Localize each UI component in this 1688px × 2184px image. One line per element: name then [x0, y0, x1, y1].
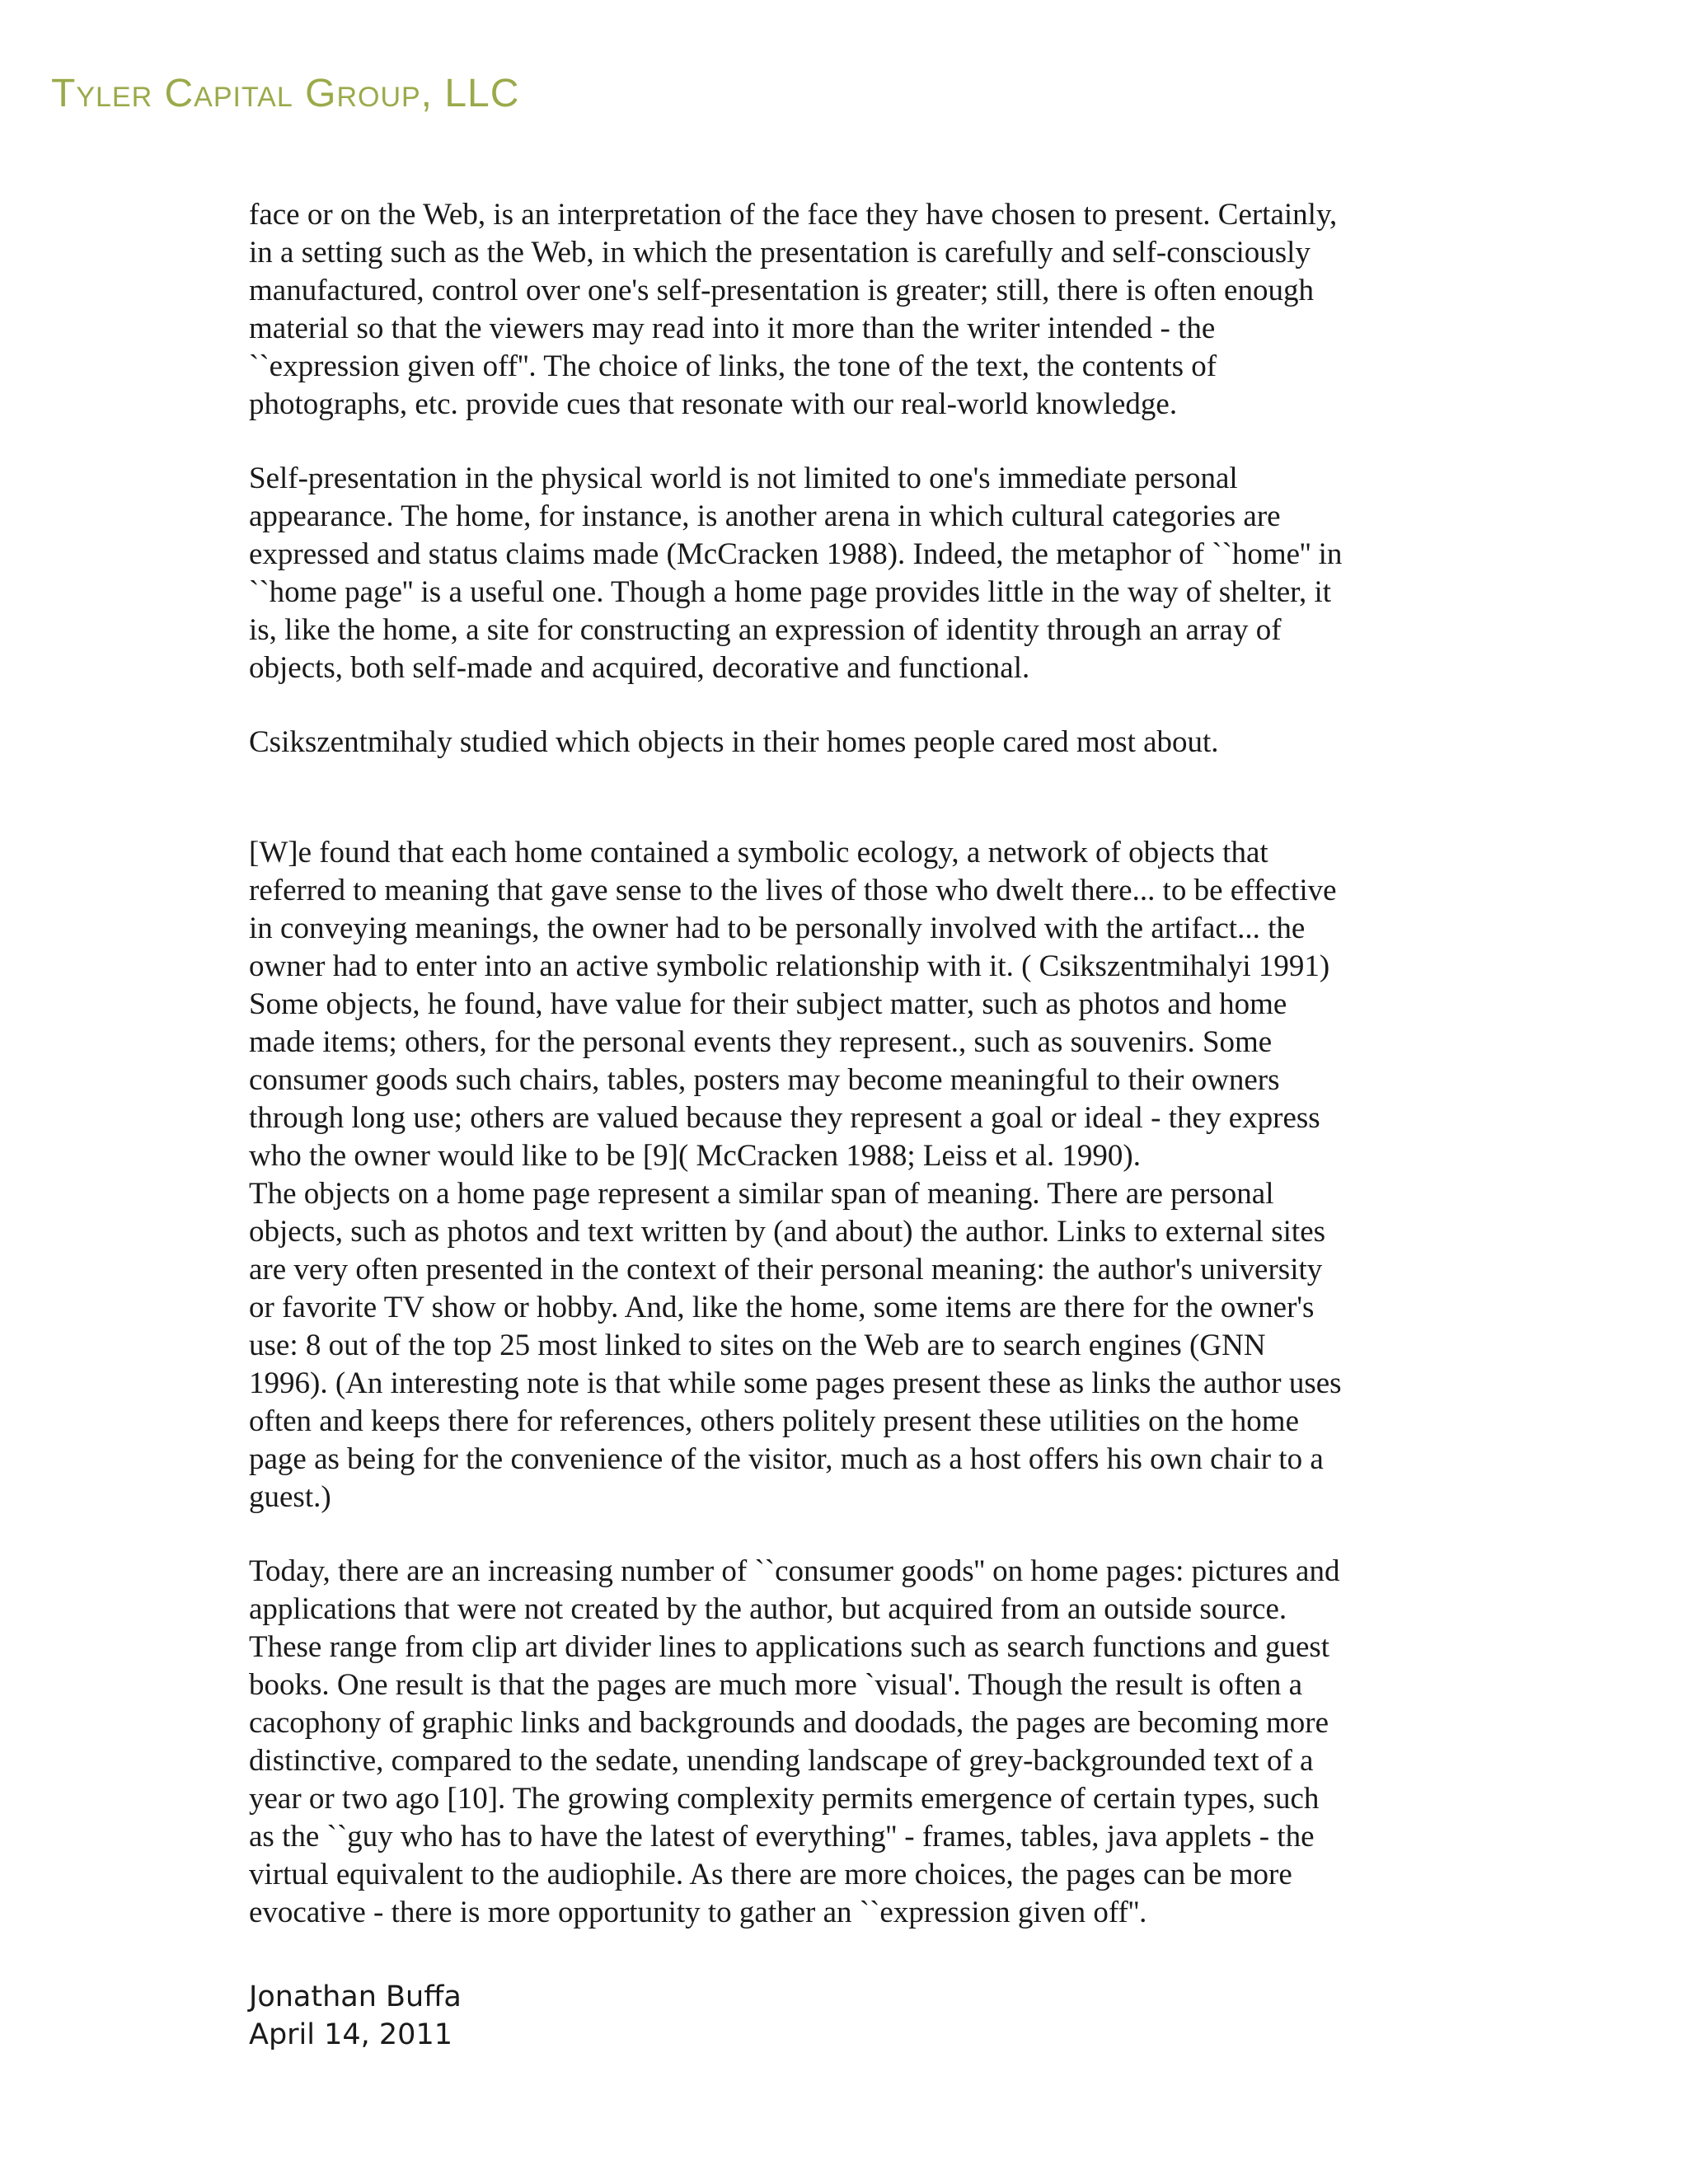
author-name: Jonathan Buffa — [249, 1980, 462, 2013]
text-line: photographs, etc. provide cues that resonate with our real-world knowledge. — [249, 387, 1178, 421]
text-line: books. One result is that the pages are much more `visual'. Though the result is often a — [249, 1668, 1303, 1702]
text-line: who the owner would like to be [9]( McCracken 1988; Leiss et al. 1990). — [249, 1139, 1141, 1173]
text-line: owner had to enter into an active symbolic relationship with it. ( Csikszentmihalyi 1991) — [249, 949, 1330, 983]
text-line: are very often presented in the context of their personal meaning: the author's university — [249, 1253, 1323, 1286]
text-line: virtual equivalent to the audiophile. As there are more choices, the pages can be more — [249, 1858, 1292, 1891]
paragraph-spacer — [249, 762, 1465, 834]
text-line: page as being for the convenience of the visitor, much as a host offers his own chair to a — [249, 1442, 1324, 1476]
company-name-header: Tyler Capital Group, LLC — [51, 72, 520, 115]
paragraph — [249, 724, 1465, 762]
text-line: consumer goods such chairs, tables, posters may become meaningful to their owners — [249, 1063, 1280, 1097]
paragraph-spacer — [249, 1516, 1465, 1553]
signature-date: April 14, 2011 — [249, 2018, 452, 2051]
text-line: in a setting such as the Web, in which the presentation is carefully and self-consciously — [249, 236, 1311, 269]
text-line: face or on the Web, is an interpretation of the face they have chosen to present. Certainly, — [249, 198, 1338, 232]
text-line: evocative - there is more opportunity to gather an ``expression given off''. — [249, 1896, 1147, 1929]
text-line: These range from clip art divider lines to applications such as search functions and guest — [249, 1630, 1330, 1664]
paragraph — [249, 196, 1465, 424]
text-line: Today, there are an increasing number of ``consumer goods'' on home pages: pictures and — [249, 1554, 1340, 1588]
paragraph-spacer — [249, 687, 1465, 724]
text-line: expressed and status claims made (McCracken 1988). Indeed, the metaphor of ``home'' in — [249, 537, 1343, 571]
text-line: as the ``guy who has to have the latest of everything'' - frames, tables, java applets - the — [249, 1820, 1315, 1854]
text-line: [W]e found that each home contained a symbolic ecology, a network of objects that — [249, 836, 1268, 869]
text-line: Csikszentmihaly studied which objects in their homes people cared most about. — [249, 725, 1219, 759]
text-line: often and keeps there for references, others politely present these utilities on the home — [249, 1404, 1299, 1438]
text-line: ``home page'' is a useful one. Though a home page provides little in the way of shelter, it — [249, 575, 1332, 609]
text-line: applications that were not created by the author, but acquired from an outside source. — [249, 1592, 1287, 1626]
text-line: The objects on a home page represent a similar span of meaning. There are personal — [249, 1177, 1274, 1211]
text-line: is, like the home, a site for constructing an expression of identity through an array of — [249, 613, 1282, 647]
paragraph — [249, 1553, 1465, 1932]
text-line: use: 8 out of the top 25 most linked to sites on the Web are to search engines (GNN — [249, 1329, 1266, 1362]
text-line: guest.) — [249, 1480, 331, 1514]
text-line: appearance. The home, for instance, is another arena in which cultural categories are — [249, 499, 1281, 533]
signature-block — [249, 1978, 462, 2054]
paragraph-spacer — [249, 424, 1465, 460]
text-line: material so that the viewers may read into it more than the writer intended - the — [249, 312, 1216, 345]
paragraph — [249, 460, 1465, 687]
text-line: Self-presentation in the physical world is not limited to one's immediate personal — [249, 462, 1238, 495]
text-line: year or two ago [10]. The growing complexity permits emergence of certain types, such — [249, 1782, 1320, 1816]
text-line: Some objects, he found, have value for their subject matter, such as photos and home — [249, 987, 1287, 1021]
text-line: or favorite TV show or hobby. And, like the home, some items are there for the owner's — [249, 1291, 1315, 1324]
document-body — [249, 196, 1465, 1932]
text-line: in conveying meanings, the owner had to be personally involved with the artifact... the — [249, 912, 1306, 945]
text-line: cacophony of graphic links and backgrounds and doodads, the pages are becoming more — [249, 1706, 1329, 1740]
text-line: referred to meaning that gave sense to the lives of those who dwelt there... to be effective — [249, 874, 1337, 907]
text-line: ``expression given off''. The choice of links, the tone of the text, the contents of — [249, 349, 1217, 383]
text-line: manufactured, control over one's self-presentation is greater; still, there is often enough — [249, 274, 1314, 307]
text-line: 1996). (An interesting note is that while some pages present these as links the author uses — [249, 1366, 1342, 1400]
text-line: objects, such as photos and text written by (and about) the author. Links to external sites — [249, 1215, 1326, 1249]
text-line: made items; others, for the personal events they represent., such as souvenirs. Some — [249, 1025, 1273, 1059]
text-line: objects, both self-made and acquired, decorative and functional. — [249, 651, 1030, 685]
paragraph — [249, 834, 1465, 1516]
text-line: through long use; others are valued because they represent a goal or ideal - they express — [249, 1101, 1320, 1135]
text-line: distinctive, compared to the sedate, unending landscape of grey-backgrounded text of a — [249, 1744, 1314, 1778]
